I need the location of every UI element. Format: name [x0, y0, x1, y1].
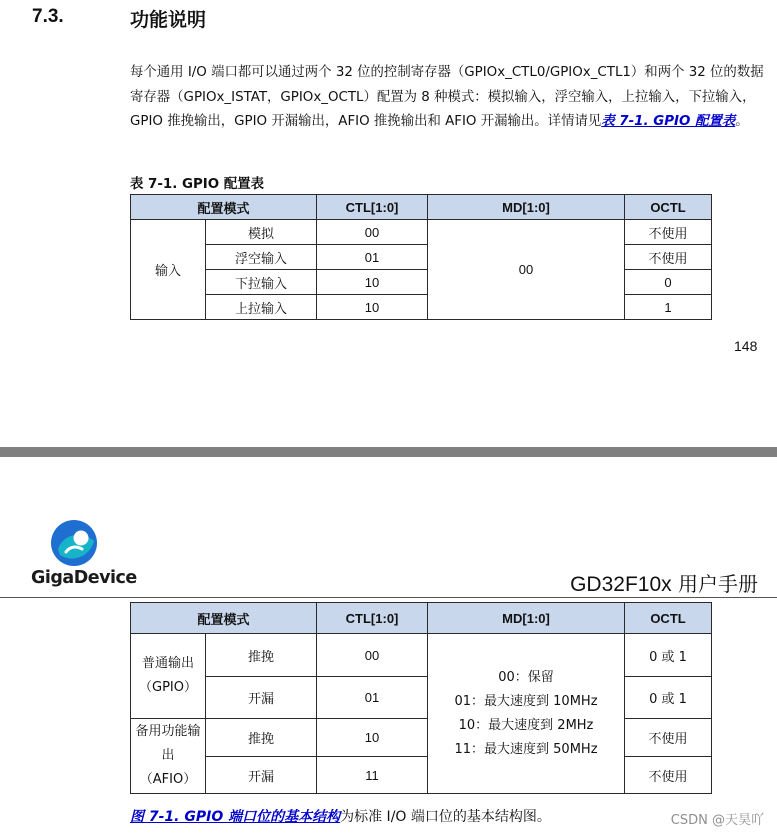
ctl-cell: 01	[317, 245, 428, 270]
table-row	[131, 220, 712, 245]
mode-cell: 推挽	[206, 719, 317, 757]
ctl-cell: 11	[317, 757, 428, 794]
md-cell: 00	[428, 220, 625, 320]
document-title	[570, 568, 758, 597]
md-line: 01：最大速度到 10MHz	[454, 693, 598, 709]
octl-cell: 不使用	[625, 220, 712, 245]
gigadevice-logo-icon	[50, 519, 98, 567]
mode-cell: 浮空输入	[206, 245, 317, 270]
page-break-divider	[0, 447, 777, 457]
octl-cell: 不使用	[625, 719, 712, 757]
header-octl: OCTL	[625, 195, 712, 220]
octl-cell: 不使用	[625, 757, 712, 794]
table-row	[131, 719, 712, 757]
mode-cell: 下拉输入	[206, 270, 317, 295]
octl-cell: 0 或 1	[625, 634, 712, 677]
table-header-row	[131, 195, 712, 220]
table-row	[131, 757, 712, 794]
afio-group-label	[131, 719, 206, 794]
table-row	[131, 270, 712, 295]
group-line: 出	[161, 748, 175, 763]
mode-cell: 开漏	[206, 757, 317, 794]
header-md: MD[1:0]	[428, 603, 625, 634]
md-line: 10：最大速度到 2MHz	[458, 717, 594, 733]
octl-cell: 0 或 1	[625, 677, 712, 719]
header-octl: OCTL	[625, 603, 712, 634]
md-cell	[428, 634, 625, 794]
table-row	[131, 677, 712, 719]
table-7-1-link[interactable]: 表 7-1. GPIO 配置表	[601, 114, 736, 129]
mode-cell: 开漏	[206, 677, 317, 719]
header-config-mode: 配置模式	[131, 603, 317, 634]
table-row	[131, 245, 712, 270]
mode-cell: 模拟	[206, 220, 317, 245]
header-config-mode: 配置模式	[131, 195, 317, 220]
header-ctl: CTL[1:0]	[317, 603, 428, 634]
ctl-cell: 00	[317, 634, 428, 677]
section-title: 功能说明	[130, 9, 207, 31]
octl-cell: 不使用	[625, 245, 712, 270]
table-row	[131, 295, 712, 320]
octl-cell: 1	[625, 295, 712, 320]
csdn-watermark: CSDN @天昊吖	[670, 813, 764, 828]
group-line: 普通输出	[141, 656, 194, 671]
paragraph-end: 。	[735, 114, 749, 129]
table-row	[131, 634, 712, 677]
mode-cell: 推挽	[206, 634, 317, 677]
description-paragraph	[130, 61, 770, 135]
logo-text: GigaDevice	[31, 568, 137, 588]
ctl-cell: 10	[317, 270, 428, 295]
ctl-cell: 00	[317, 220, 428, 245]
paragraph-text: 每个通用 I/O 端口都可以通过两个 32 位的控制寄存器（GPIOx_CTL0/GPIOx_CTL1）和两个 32 位的数据寄存器（GPIOx_ISTAT，GPIOx_OCTL）配置为 8 种模式：模拟输入，浮空输入，上拉输入，下拉输入，GPIO 推挽输出，GPIO 开漏输出，AFIO 推挽输出和 AFIO 开漏输出。详情请见	[130, 65, 764, 129]
doc-label: 用户手册	[678, 572, 758, 596]
group-line: （GPIO）	[139, 680, 197, 695]
header-ctl: CTL[1:0]	[317, 195, 428, 220]
input-group-label: 输入	[131, 220, 206, 320]
figure-reference	[130, 806, 551, 826]
mode-cell: 上拉输入	[206, 295, 317, 320]
figure-ref-text: 为标准 I/O 端口位的基本结构图。	[340, 809, 551, 825]
gpio-output-group-label	[131, 634, 206, 719]
group-line: （AFIO）	[139, 772, 197, 787]
page-number: 148	[734, 338, 758, 354]
md-line: 11：最大速度到 50MHz	[454, 741, 598, 757]
gpio-input-config-table	[130, 194, 712, 320]
octl-cell: 0	[625, 270, 712, 295]
gpio-output-config-table	[130, 602, 712, 794]
header-md: MD[1:0]	[428, 195, 625, 220]
doc-model: GD32F10x	[570, 573, 672, 596]
table-caption: 表 7-1. GPIO 配置表	[130, 177, 264, 192]
md-line: 00：保留	[498, 669, 554, 685]
figure-7-1-link[interactable]: 图 7-1. GPIO 端口位的基本结构	[130, 809, 341, 825]
group-line: 备用功能输	[135, 724, 201, 739]
table-header-row	[131, 603, 712, 634]
ctl-cell: 01	[317, 677, 428, 719]
ctl-cell: 10	[317, 295, 428, 320]
ctl-cell: 10	[317, 719, 428, 757]
section-number: 7.3.	[32, 6, 64, 27]
header-rule	[0, 597, 777, 598]
